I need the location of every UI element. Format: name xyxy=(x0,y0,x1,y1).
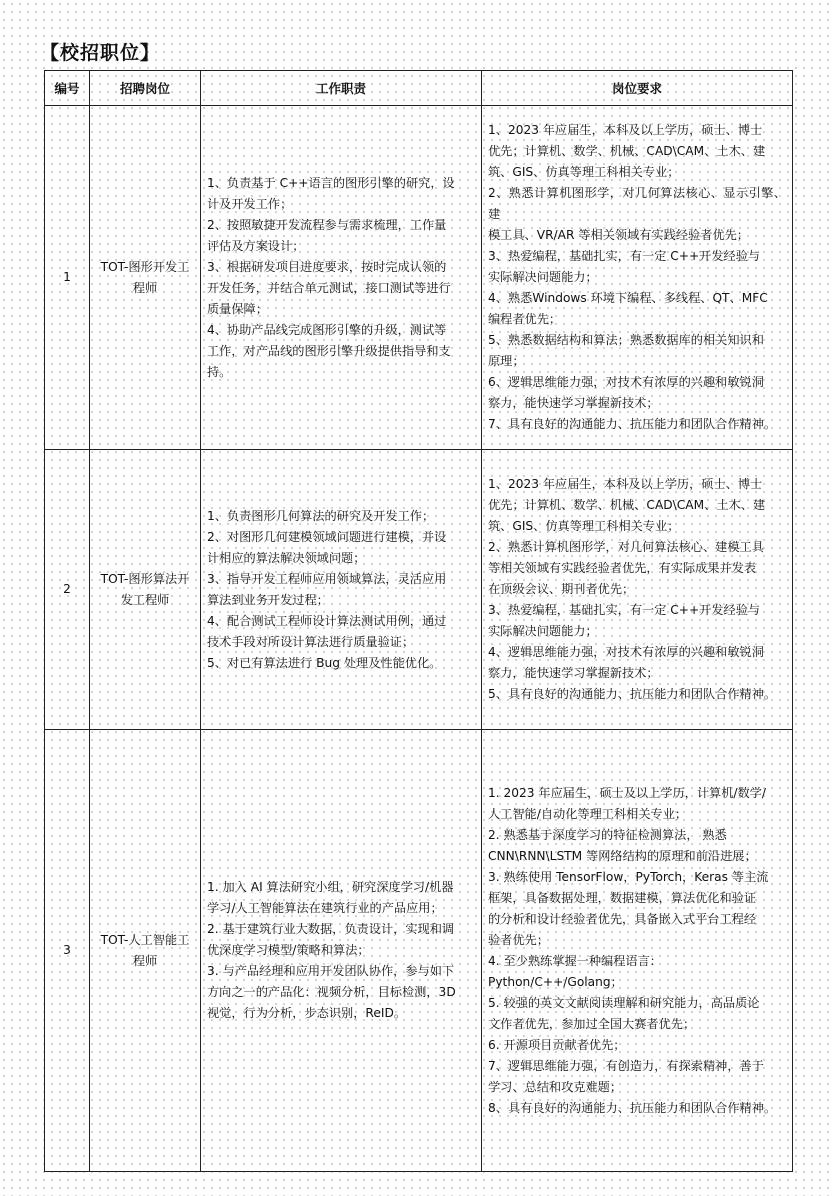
text-line: 察力，能快速学习掌握新技术； xyxy=(488,666,659,680)
text-line: 4、协助产品线完成图形引擎的升级，测试等 xyxy=(207,322,447,337)
text-line: 框架，具备数据处理，数据建模，算法优化和验证 xyxy=(488,890,757,905)
text-line: 4. 至少熟练掌握一种编程语言： xyxy=(488,953,662,968)
text-line: 5、对已有算法进行 Bug 处理及性能优化。 xyxy=(207,655,442,670)
text-line: 算法到业务开发过程； xyxy=(207,592,329,607)
text-line: 视觉，行为分析，步态识别，ReID。 xyxy=(207,1006,407,1020)
row-num: 3 xyxy=(45,730,90,1172)
jobs-table xyxy=(44,70,793,1172)
header-requirements: 岗位要求 xyxy=(482,71,793,106)
text-line: 原理； xyxy=(488,354,525,368)
text-line: 学习、总结和攻克难题； xyxy=(488,1079,623,1094)
text-line: 1、负责图形几何算法的研究及开发工作； xyxy=(207,508,435,523)
text-line: 3、热爱编程，基础扎实，有一定 C++开发经验与 xyxy=(488,603,761,617)
text-line: 5、熟悉数据结构和算法；熟悉数据库的相关知识和 xyxy=(488,333,764,347)
text-line: 持。 xyxy=(207,364,232,379)
text-line: 1、2023 年应届生，本科及以上学历，硕士、博士 xyxy=(488,123,763,137)
text-line: 2、按照敏捷开发流程参与需求梳理，工作量 xyxy=(207,217,447,232)
text-line: 评估及方案设计； xyxy=(207,238,305,253)
header-num: 编号 xyxy=(45,71,90,106)
text-line: 1、负责基于 C++语言的图形引擎的研究，设 xyxy=(207,175,455,190)
text-line: 5. 较强的英文文献阅读理解和研究能力，高品质论 xyxy=(488,995,760,1010)
text-line: 2、熟悉计算机图形学，对几何算法核心、显示引擎、建 xyxy=(488,186,786,221)
text-line: 7、逻辑思维能力强，有创造力，有探索精神，善于 xyxy=(488,1058,764,1073)
text-line: Python/C++/Golang； xyxy=(488,974,623,989)
row-duties xyxy=(201,450,482,730)
text-line: 优先；计算机、数学、机械、CAD\CAM、土木、建 xyxy=(488,498,766,512)
text-line: 开发任务，并结合单元测试，接口测试等进行 xyxy=(207,280,451,295)
text-line: 计及开发工作； xyxy=(207,196,293,211)
text-line: 7、具有良好的沟通能力、抗压能力和团队合作精神。 xyxy=(488,417,777,431)
text-line: 1. 加入 AI 算法研究小组，研究深度学习/机器 xyxy=(207,880,454,894)
row-num: 1 xyxy=(45,106,90,450)
row-duties xyxy=(201,730,482,1172)
row-duties xyxy=(201,106,482,450)
text-line: 5、具有良好的沟通能力、抗压能力和团队合作精神。 xyxy=(488,687,777,701)
table-header-row xyxy=(45,71,793,106)
text-line: 2、对图形几何建模领域问题进行建模，并设 xyxy=(207,529,447,544)
text-line: 工作，对产品线的图形引擎升级提供指导和支 xyxy=(207,343,451,358)
text-line: 技术手段对所设计算法进行质量验证； xyxy=(207,634,415,649)
text-line: 3. 熟练使用 TensorFlow，PyTorch，Keras 等主流 xyxy=(488,869,769,884)
text-line: 人工智能/自动化等理工科相关专业； xyxy=(488,806,688,821)
text-line: 4、熟悉Windows 环境下编程、多线程、QT、MFC xyxy=(488,291,768,305)
header-position: 招聘岗位 xyxy=(90,71,201,106)
row-requirements xyxy=(482,106,793,450)
table-row xyxy=(45,450,793,730)
text-line: 计相应的算法解决领域问题； xyxy=(207,550,366,565)
text-line: 在顶级会议、期刊者优先； xyxy=(488,582,635,596)
text-line: 等相关领域有实践经验者优先，有实际成果并发表 xyxy=(488,561,757,575)
text-line: 3、指导开发工程师应用领域算法，灵活应用 xyxy=(207,571,447,586)
text-line: 3. 与产品经理和应用开发团队协作，参与如下 xyxy=(207,964,455,978)
text-line: 方向之一的产品化：视频分析，目标检测，3D xyxy=(207,985,456,999)
text-line: 2. 熟悉基于深度学习的特征检测算法， 熟悉 xyxy=(488,827,727,842)
text-line: 4、逻辑思维能力强，对技术有浓厚的兴趣和敏锐洞 xyxy=(488,645,764,659)
text-line: 学习/人工智能算法在建筑行业的产品应用； xyxy=(207,901,443,915)
row-position: TOT-人工智能工程师 xyxy=(90,730,201,1172)
row-num: 2 xyxy=(45,450,90,730)
row-requirements xyxy=(482,450,793,730)
text-line: 6. 开源项目贡献者优先； xyxy=(488,1037,626,1052)
page-title: 【校招职位】 xyxy=(40,42,161,64)
text-line: 1. 2023 年应届生，硕士及以上学历，计算机/数学/ xyxy=(488,785,766,800)
text-line: 编程者优先； xyxy=(488,312,562,326)
text-line: 优先；计算机、数学、机械、CAD\CAM、土木、建 xyxy=(488,144,766,158)
text-line: 文作者优先，参加过全国大赛者优先； xyxy=(488,1016,696,1031)
text-line: 的分析和设计经验者优先，具备嵌入式平台工程经 xyxy=(488,911,757,926)
text-line: CNN\RNN\LSTM 等网络结构的原理和前沿进展； xyxy=(488,848,757,863)
text-line: 1、2023 年应届生，本科及以上学历，硕士、博士 xyxy=(488,477,763,491)
text-line: 实际解决问题能力； xyxy=(488,624,598,638)
text-line: 2. 基于建筑行业大数据，负责设计，实现和调 xyxy=(207,922,455,936)
row-requirements xyxy=(482,730,793,1172)
table-row xyxy=(45,106,793,450)
text-line: 筑、GIS、仿真等理工科相关专业； xyxy=(488,519,680,533)
text-line: 筑、GIS、仿真等理工科相关专业； xyxy=(488,165,680,179)
text-line: 实际解决问题能力； xyxy=(488,270,598,284)
text-line: 3、根据研发项目进度要求，按时完成认领的 xyxy=(207,259,447,274)
text-line: 4、配合测试工程师设计算法测试用例，通过 xyxy=(207,613,447,628)
text-line: 质量保障； xyxy=(207,301,268,316)
text-line: 验者优先； xyxy=(488,932,549,947)
text-line: 模工具、VR/AR 等相关领域有实践经验者优先； xyxy=(488,228,749,242)
row-position: TOT-图形算法开发工程师 xyxy=(90,450,201,730)
header-duties: 工作职责 xyxy=(201,71,482,106)
row-position: TOT-图形开发工程师 xyxy=(90,106,201,450)
table-row xyxy=(45,730,793,1172)
text-line: 6、逻辑思维能力强，对技术有浓厚的兴趣和敏锐洞 xyxy=(488,375,764,389)
text-line: 优深度学习模型/策略和算法； xyxy=(207,943,370,957)
text-line: 2、熟悉计算机图形学，对几何算法核心、建模工具 xyxy=(488,540,764,554)
text-line: 3、热爱编程，基础扎实，有一定 C++开发经验与 xyxy=(488,249,761,263)
text-line: 察力，能快速学习掌握新技术； xyxy=(488,396,659,410)
text-line: 8、具有良好的沟通能力、抗压能力和团队合作精神。 xyxy=(488,1100,777,1115)
